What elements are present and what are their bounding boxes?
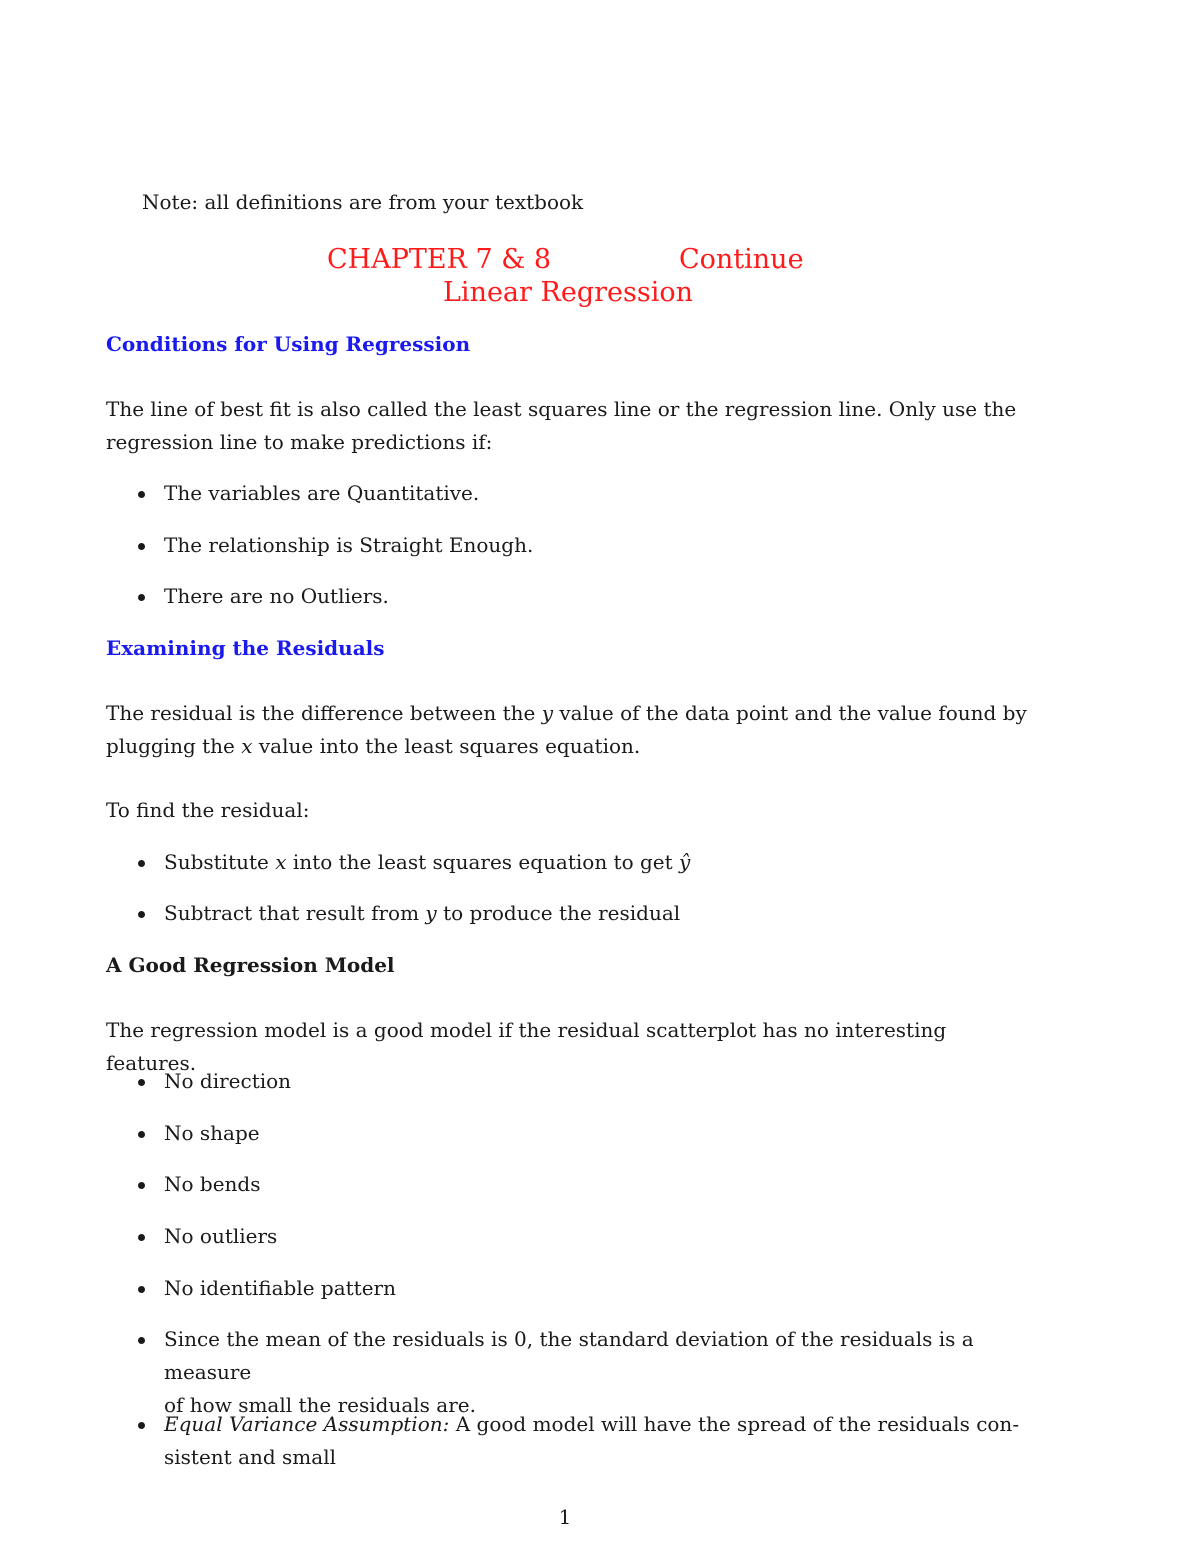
page-number: 1 <box>558 1505 572 1529</box>
section-heading-residuals: Examining the Residuals <box>106 636 385 660</box>
continue-label: Continue <box>679 244 804 275</box>
y-hat: ŷ <box>679 850 691 874</box>
bullet-icon <box>138 860 145 867</box>
bullet-icon <box>138 594 145 601</box>
list-item: No outliers <box>138 1220 1038 1253</box>
bullet-icon <box>138 1422 145 1429</box>
list-item: No shape <box>138 1117 1038 1150</box>
bullet-icon <box>138 1182 145 1189</box>
list-item: No identifiable pattern <box>138 1272 1038 1305</box>
paragraph-line: To find the residual: <box>106 798 310 822</box>
list-item: No direction <box>138 1065 1038 1098</box>
list-item: Substitute x into the least squares equation to get ŷ <box>138 846 1038 879</box>
chapter-title: CHAPTER 7 & 8 <box>327 244 552 275</box>
paragraph-line: regression line to make predictions if: <box>106 430 493 454</box>
list-item: Subtract that result from y to produce the residual <box>138 897 1038 930</box>
bullet-icon <box>138 491 145 498</box>
list-item: There are no Outliers. <box>138 580 1038 613</box>
section-heading-good-model: A Good Regression Model <box>106 953 395 977</box>
bullet-icon <box>138 1234 145 1241</box>
note-text: Note: all definitions are from your textbook <box>142 190 584 214</box>
equal-variance-term: Equal Variance Assumption: <box>164 1412 450 1436</box>
list-item: The relationship is Straight Enough. <box>138 529 1038 562</box>
list-item: No bends <box>138 1168 1038 1201</box>
paragraph-line: The line of best fit is also called the least squares line or the regression line. Only use the <box>106 397 1017 421</box>
var-y: y <box>541 701 554 725</box>
var-x: x <box>241 734 253 758</box>
list-item: Equal Variance Assumption: A good model will have the spread of the residuals con- sistent and small <box>138 1408 1038 1474</box>
bullet-icon <box>138 1286 145 1293</box>
bullet-icon <box>138 1337 145 1344</box>
paragraph-line: The residual is the difference between the y value of the data point and the value found by <box>106 701 1027 725</box>
list-item: The variables are Quantitative. <box>138 477 1038 510</box>
bullet-icon <box>138 543 145 550</box>
bullet-icon <box>138 911 145 918</box>
bullet-icon <box>138 1131 145 1138</box>
bullet-icon <box>138 1079 145 1086</box>
list-item: Since the mean of the residuals is 0, the standard deviation of the residuals is a measure of how small the residuals are. <box>138 1323 1038 1422</box>
paragraph-line: The regression model is a good model if the residual scatterplot has no interesting features. <box>106 1018 947 1075</box>
paragraph-line: plugging the x value into the least squares equation. <box>106 734 641 758</box>
section-heading-conditions: Conditions for Using Regression <box>106 332 471 356</box>
subtitle: Linear Regression <box>443 277 693 308</box>
